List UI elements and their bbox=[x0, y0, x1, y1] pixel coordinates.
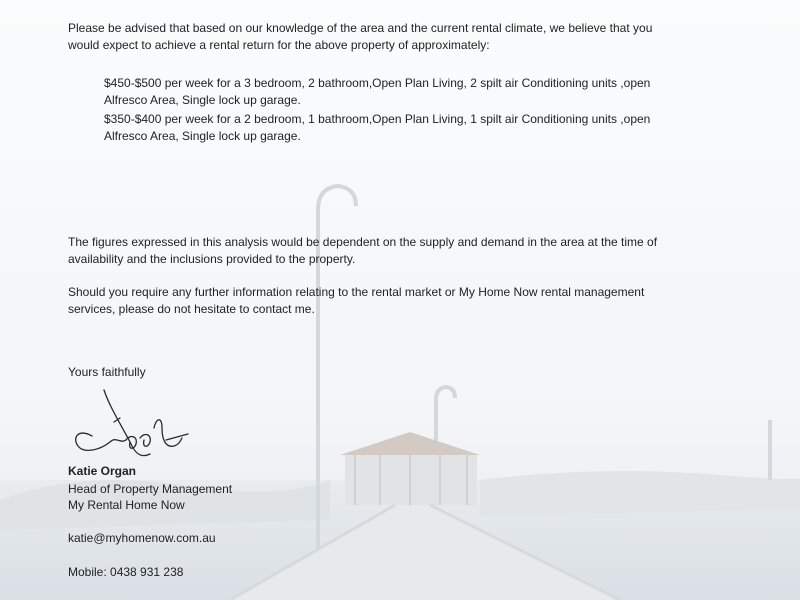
signatory-title: Head of Property Management bbox=[68, 482, 233, 496]
rental-estimate-2-bedroom bbox=[104, 111, 650, 145]
signatory-mobile: Mobile: 0438 931 238 bbox=[68, 565, 184, 579]
further-line: Should you require any further information relating to the rental market or My Home Now rental management bbox=[68, 285, 645, 299]
signatory-company: My Rental Home Now bbox=[68, 498, 185, 512]
further-info-paragraph bbox=[68, 284, 644, 318]
estimate-line: Alfresco Area, Single lock up garage. bbox=[104, 129, 301, 143]
closing-salutation: Yours faithfully bbox=[68, 365, 146, 379]
intro-paragraph bbox=[68, 20, 652, 54]
intro-line: would expect to achieve a rental return for the above property of approximately: bbox=[68, 38, 490, 52]
estimate-line: $350-$400 per week for a 2 bedroom, 1 bathroom,Open Plan Living, 1 spilt air Conditioning units ,open bbox=[104, 112, 651, 126]
estimate-line: $450-$500 per week for a 3 bedroom, 2 bathroom,Open Plan Living, 2 spilt air Conditioning units ,open bbox=[104, 76, 651, 90]
intro-line: Please be advised that based on our knowledge of the area and the current rental climate, we believe that you bbox=[68, 21, 653, 35]
figures-line: The figures expressed in this analysis would be dependent on the supply and demand in the area at the time of bbox=[68, 235, 658, 249]
further-line: services, please do not hesitate to contact me. bbox=[68, 302, 315, 316]
estimate-line: Alfresco Area, Single lock up garage. bbox=[104, 93, 301, 107]
rental-estimate-3-bedroom bbox=[104, 75, 650, 109]
figures-line: availability and the inclusions provided to the property. bbox=[68, 252, 356, 266]
signatory-email[interactable]: katie@myhomenow.com.au bbox=[68, 531, 216, 545]
signatory-name: Katie Organ bbox=[68, 464, 137, 478]
handwritten-signature bbox=[70, 388, 190, 463]
figures-paragraph bbox=[68, 234, 657, 268]
